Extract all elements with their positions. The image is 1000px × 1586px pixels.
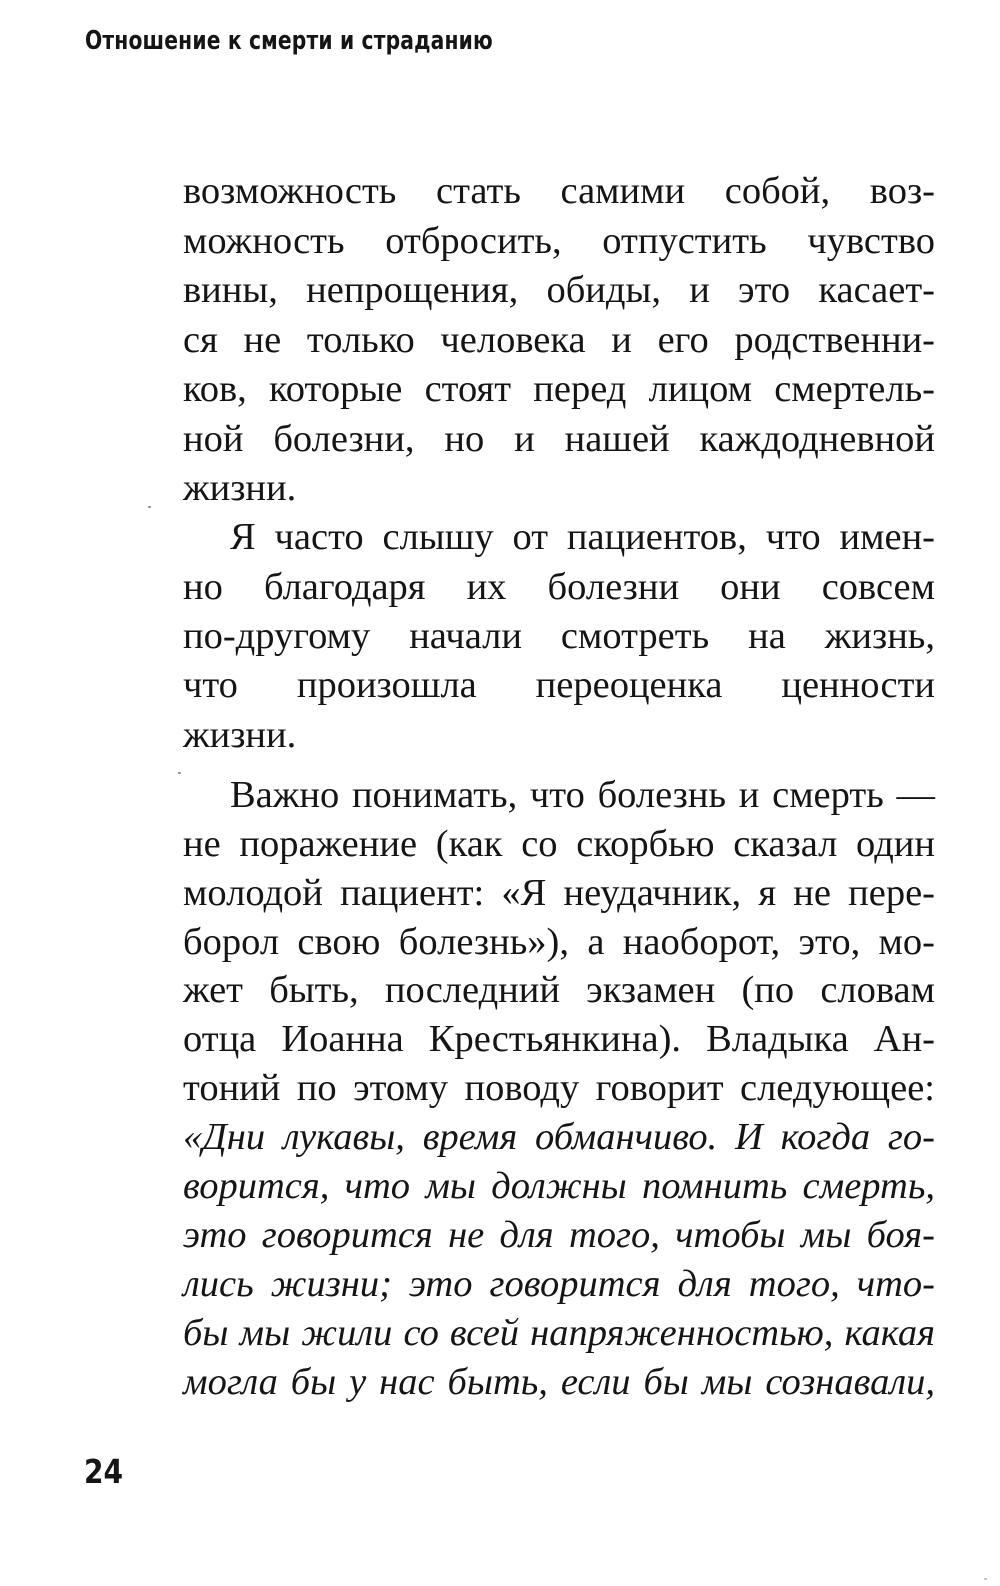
quote-line: лись жизни; это говорится для того, что- (183, 1263, 935, 1305)
text-line: можность отбросить, отпустить чувство (183, 220, 935, 262)
paragraph-first-line: Важно понимать, что болезнь и смерть — (230, 774, 935, 816)
quote-line: ворится, что мы должны помнить смерть, (183, 1165, 935, 1207)
text-line: но благодаря их болезни они совсем (183, 566, 935, 608)
text-line: вины, непрощения, обиды, и это касает- (183, 269, 935, 311)
text-line: возможность стать самими собой, воз- (183, 170, 935, 212)
running-header: Отношение к смерти и страданию (85, 26, 493, 56)
text-line: не поражение (как со скорбью сказал один (183, 823, 935, 865)
quote-line: могла бы у нас быть, если бы мы сознавали, (183, 1361, 935, 1403)
text-line: жизни. (183, 714, 297, 756)
text-line: отца Иоанна Крестьянкина). Владыка Ан- (183, 1018, 935, 1060)
text-line: жизни. (183, 467, 297, 509)
quote-line: бы мы жили со всей напряженностью, какая (183, 1312, 935, 1354)
text-line: что произошла переоценка ценности (183, 664, 935, 706)
scan-speck (984, 1578, 987, 1580)
text-line: молодой пациент: «Я неудачник, я не пере- (183, 872, 935, 914)
paragraph-first-line: Я часто слышу от пациентов, что имен- (230, 516, 935, 558)
text-line: жет быть, последний экзамен (по словам (183, 969, 935, 1011)
text-line: борол свою болезнь»), а наоборот, это, мо- (183, 921, 935, 963)
quote-line: это говорится не для того, чтобы мы боя- (183, 1214, 935, 1256)
scan-speck (148, 506, 151, 508)
text-line: ся не только человека и его родственни- (183, 319, 935, 361)
text-line: ной болезни, но и нашей каждодневной (183, 418, 935, 460)
text-line: ков, которые стоят перед лицом смертель- (183, 368, 935, 410)
quote-line: «Дни лукавы, время обманчиво. И когда го- (183, 1116, 935, 1158)
text-line: по-другому начали смотреть на жизнь, (183, 615, 935, 657)
text-line: тоний по этому поводу говорит следующее: (183, 1067, 935, 1109)
scan-speck (178, 772, 181, 774)
page-number: 24 (84, 1452, 124, 1491)
